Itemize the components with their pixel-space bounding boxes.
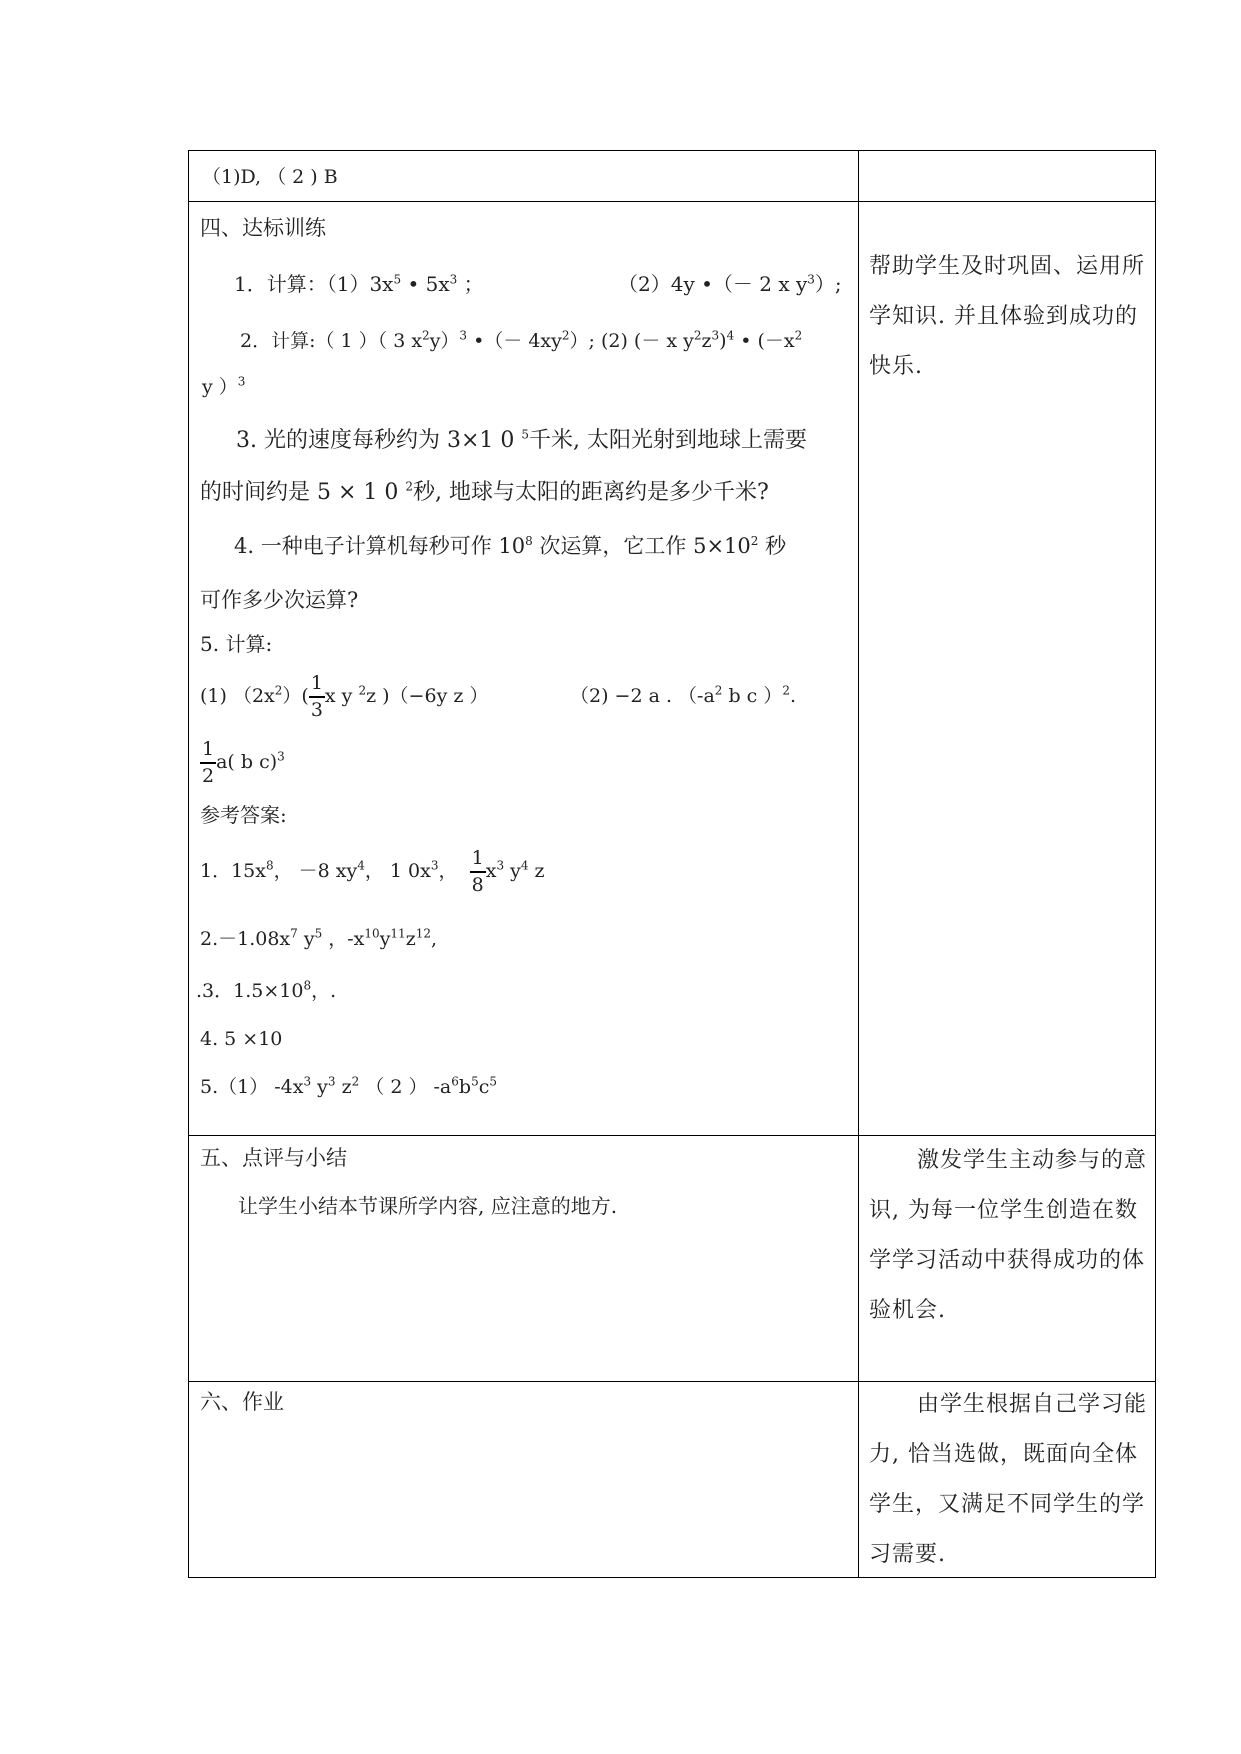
answer-1: 1．$15x^8$， －8 $xy^4$， 1 $0x^3$， $\frac{1}{8}$ $x^3$ $y^4$ z: [200, 847, 545, 896]
summary-body: 让学生小结本节课所学内容, 应注意的地方.: [238, 1194, 618, 1218]
fraction-one-half: $\frac{1}{2}$: [202, 738, 215, 787]
row1-answers: （1)D, （ 2 ) B: [202, 166, 338, 188]
lesson-table: [188, 150, 1156, 1578]
column-divider: [858, 150, 859, 1578]
fraction-one-eighth: $\frac{1}{8}$: [471, 847, 484, 896]
answer-4: 4. 5 ×10: [200, 1028, 283, 1050]
row-divider-1: [188, 201, 1156, 202]
note-summary: 激发学生主动参与的意识, 为每一位学生创造在数学学习活动中获得成功的体验机会.: [869, 1148, 1148, 1323]
note-training: 帮助学生及时巩固、运用所学知识. 并且体验到成功的快乐.: [869, 254, 1146, 379]
question-5-line-2: $\frac{1}{2}$ a( b c)$^3$: [202, 738, 285, 787]
question-1: 1．计算：$(1)3x^5$ • $5x^3$ ；: [234, 272, 484, 296]
answer-5: 5.（1） $-4x^3$ $y^3$ $z^2$ （ 2 ） $-a^6b^5c^5$: [200, 1074, 497, 1098]
table-border-right: [1155, 150, 1156, 1578]
question-5-label: 5. 计算:: [200, 632, 273, 656]
question-3-line-2: 的时间约是 5 × 1 0 $^2$秒, 地球与太阳的距离约是多少千米?: [200, 479, 769, 505]
question-5-part-2: （2) −2 a . （$-a^2$ b c ）$^2$.: [570, 683, 797, 707]
note-homework: 由学生根据自己学习能力, 恰当选做，既面向全体学生，又满足不同学生的学习需要.: [869, 1392, 1148, 1567]
question-4-line-2: 可作多少次运算?: [200, 588, 359, 612]
answer-2: $2.-1.08x^7$ $y^5$ ，$-x^{10}y^{11}z^{12}$,: [200, 926, 438, 950]
answer-3: .3．$1.5\times 10^8$，.: [196, 978, 337, 1002]
question-2-cont: y ）$^3$: [202, 374, 246, 398]
table-border-top: [188, 150, 1156, 151]
table-border-left: [188, 150, 189, 1578]
question-4-line-1: 4. 一种电子计算机每秒可作 $10^8$ 次运算，它工作 $5\times 10^2$ 秒: [234, 534, 787, 558]
fraction-one-third: $\frac{1}{3}$: [310, 672, 323, 721]
section-heading-summary: 五、点评与小结: [200, 1146, 347, 1170]
answers-label: 参考答案:: [200, 803, 287, 827]
question-1-part-2: （2）4y •（－ 2 x $y^3$）;: [618, 272, 842, 296]
section-heading-training: 四、达标训练: [200, 216, 326, 240]
section-heading-homework: 六、作业: [200, 1390, 284, 1414]
question-2: 2．计算:（ 1 ）（ 3 $x^2y)^3$ •（－ $4xy^2$）; (2) (－ x $y^2z^3)^4$ • ($-x^2$: [240, 328, 803, 352]
question-5-line-1: (1) $(2x^2)$( $\frac{1}{3}$ x y $^2$z )（−6y z ）: [200, 672, 489, 721]
question-3-line-1: 3. 光的速度每秒约为 3×1 0 $^5$千米, 太阳光射到地球上需要: [236, 427, 808, 453]
